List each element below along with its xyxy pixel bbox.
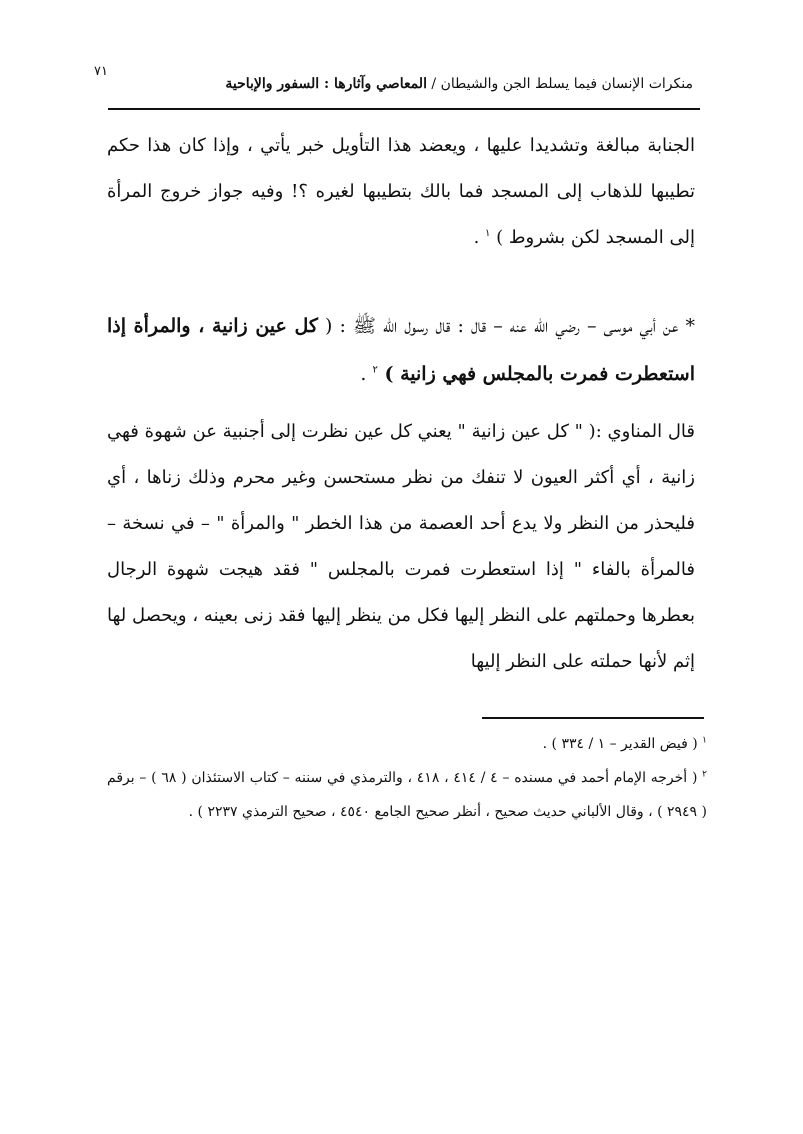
footnote-1 [107,727,707,761]
footnote-2-text: ( أخرجه الإمام أحمد في مسنده – ٤ / ٤١٤ ، ٤١٨ ، والترمذي في سننه – كتاب الاستئذان ( ٦٨ ) – برقم ( ٢٩٤٩ ) ، وقال الألباني حديث صحيح ، أنظر صحيح الجامع ٤٥٤٠ ، صحيح الترمذي ٢٢٣٧ ) . [107,770,707,820]
page-number: ٧١ [94,64,108,79]
footnote-2 [107,761,707,829]
footnote-1-text: ( فيض القدير – ١ / ٣٣٤ ) . [542,736,703,752]
footnote-1-number: ١ [702,735,707,746]
commentary-paragraph: قال المناوي :( " كل عين زانية " يعني كل عين نظرت إلى أجنبية عن شهوة فهي زانية ، أي أكثر العيون لا تنفك من نظر مستحسن وغير محرم وذلك زناها ، أي فليحذر من النظر ولا يدع أحد العصمة من هذا الخطر " والمرأة " – في نسخة – فالمرأة بالفاء " إذا استعطرت فمرت بالمجلس " فقد هيجت شهوة الرجال بعطرها وحملتهم على النظر إليها فكل من ينظر إليها فقد زنى بعينه ، ويحصل لها إثم لأنها حملته على النظر إليها [107,421,695,672]
footnote-ref-1: ١ [485,228,491,239]
header-rule [108,108,700,110]
running-header [93,76,693,92]
hadith-text: كل عين زانية ، والمرأة إذا استعطرت فمرت بالمجلس فهي زانية ) [107,315,695,385]
running-header-chapter: المعاصي وآثارها : السفور والإباحية [225,76,427,92]
paragraph-1-end: . [473,227,486,248]
footnote-rule [482,717,704,719]
footnotes [107,727,707,829]
hadith-paragraph-end: . [360,363,373,385]
hadith-narration: * عن أبي موسى – رضي الله عنه – قال : قال رسول الله ﷺ : ( [317,315,695,337]
footnote-2-number: ٢ [702,769,708,780]
hadith-paragraph [107,302,695,398]
footnote-ref-2: ٢ [372,364,378,376]
paragraph-1 [107,123,695,261]
running-header-title: منكرات الإنسان فيما يسلط الجن والشيطان / [426,76,693,92]
paragraph-1-text: الجنابة مبالغة وتشديدا عليها ، ويعضد هذا التأويل خبر يأتي ، وإذا كان هذا حكم تطيبها للذهاب إلى المسجد فما بالك بتطيبها لغيره ؟! وفيه جواز خروج المرأة إلى المسجد لكن بشروط ) [107,135,695,248]
